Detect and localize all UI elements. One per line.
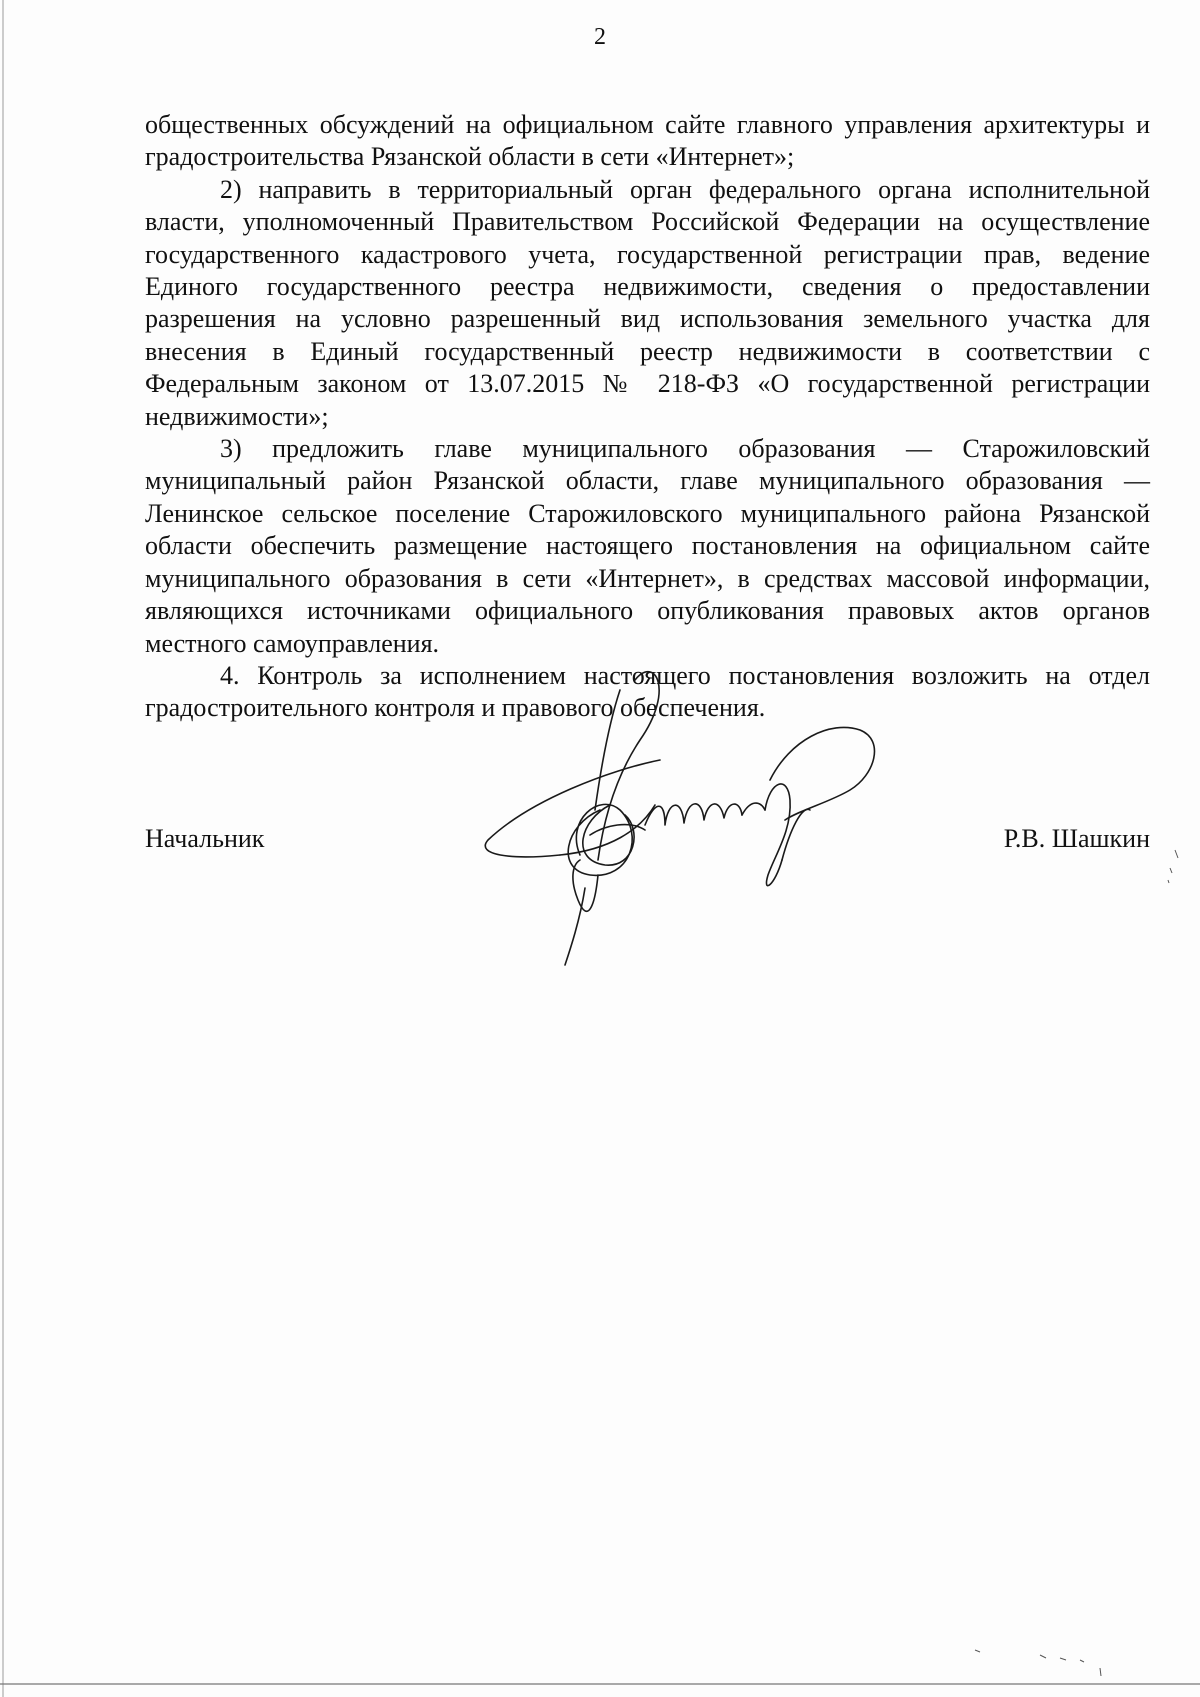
- handwritten-signature: [470, 660, 940, 980]
- signatory-name: Р.В. Шашкин: [1003, 824, 1150, 853]
- paragraph-continuation: общественных обсуждений на официальном сайте главного управления архитектуры и градостроительства Рязанской области в сети «Интернет»;: [145, 110, 1150, 172]
- paragraph-item-4: 4. Контроль за исполнением настоящего постановления возложить на отдел градостроительного контроля и правового обеспечения.: [145, 660, 1150, 723]
- paragraph-item-2: 2) направить в территориальный орган федерального органа исполнительной власти, уполномоченный Правительством Российской Федерации на осуществление государственного кадастрового учета, государственной регистрации прав, ведение Единого государственного реестра недвижимости, сведения о предоставлении разрешения на условно разрешенный вид использования земельного участка для внесения в Единый государственный реестр недвижимости в соответствии с Федеральным законом от 13.07.2015 № 218-ФЗ «О государственной регистрации недвижимости»;: [145, 174, 1150, 431]
- paragraph-item-3: 3) предложить главе муниципального образования — Старожиловский муниципальный район Рязанской области, главе муниципального образования — Ленинское сельское поселение Старожиловского муниципального района Рязанской области обеспечить размещение настоящего постановления на официальном сайте муниципального образования в сети «Интернет», в средствах массовой информации, являющихся источниками официального опубликования правовых актов органов местного самоуправления.: [145, 434, 1150, 658]
- page-number: 2: [594, 24, 606, 50]
- document-body: [145, 109, 1150, 725]
- signatory-position: Начальник: [145, 824, 265, 853]
